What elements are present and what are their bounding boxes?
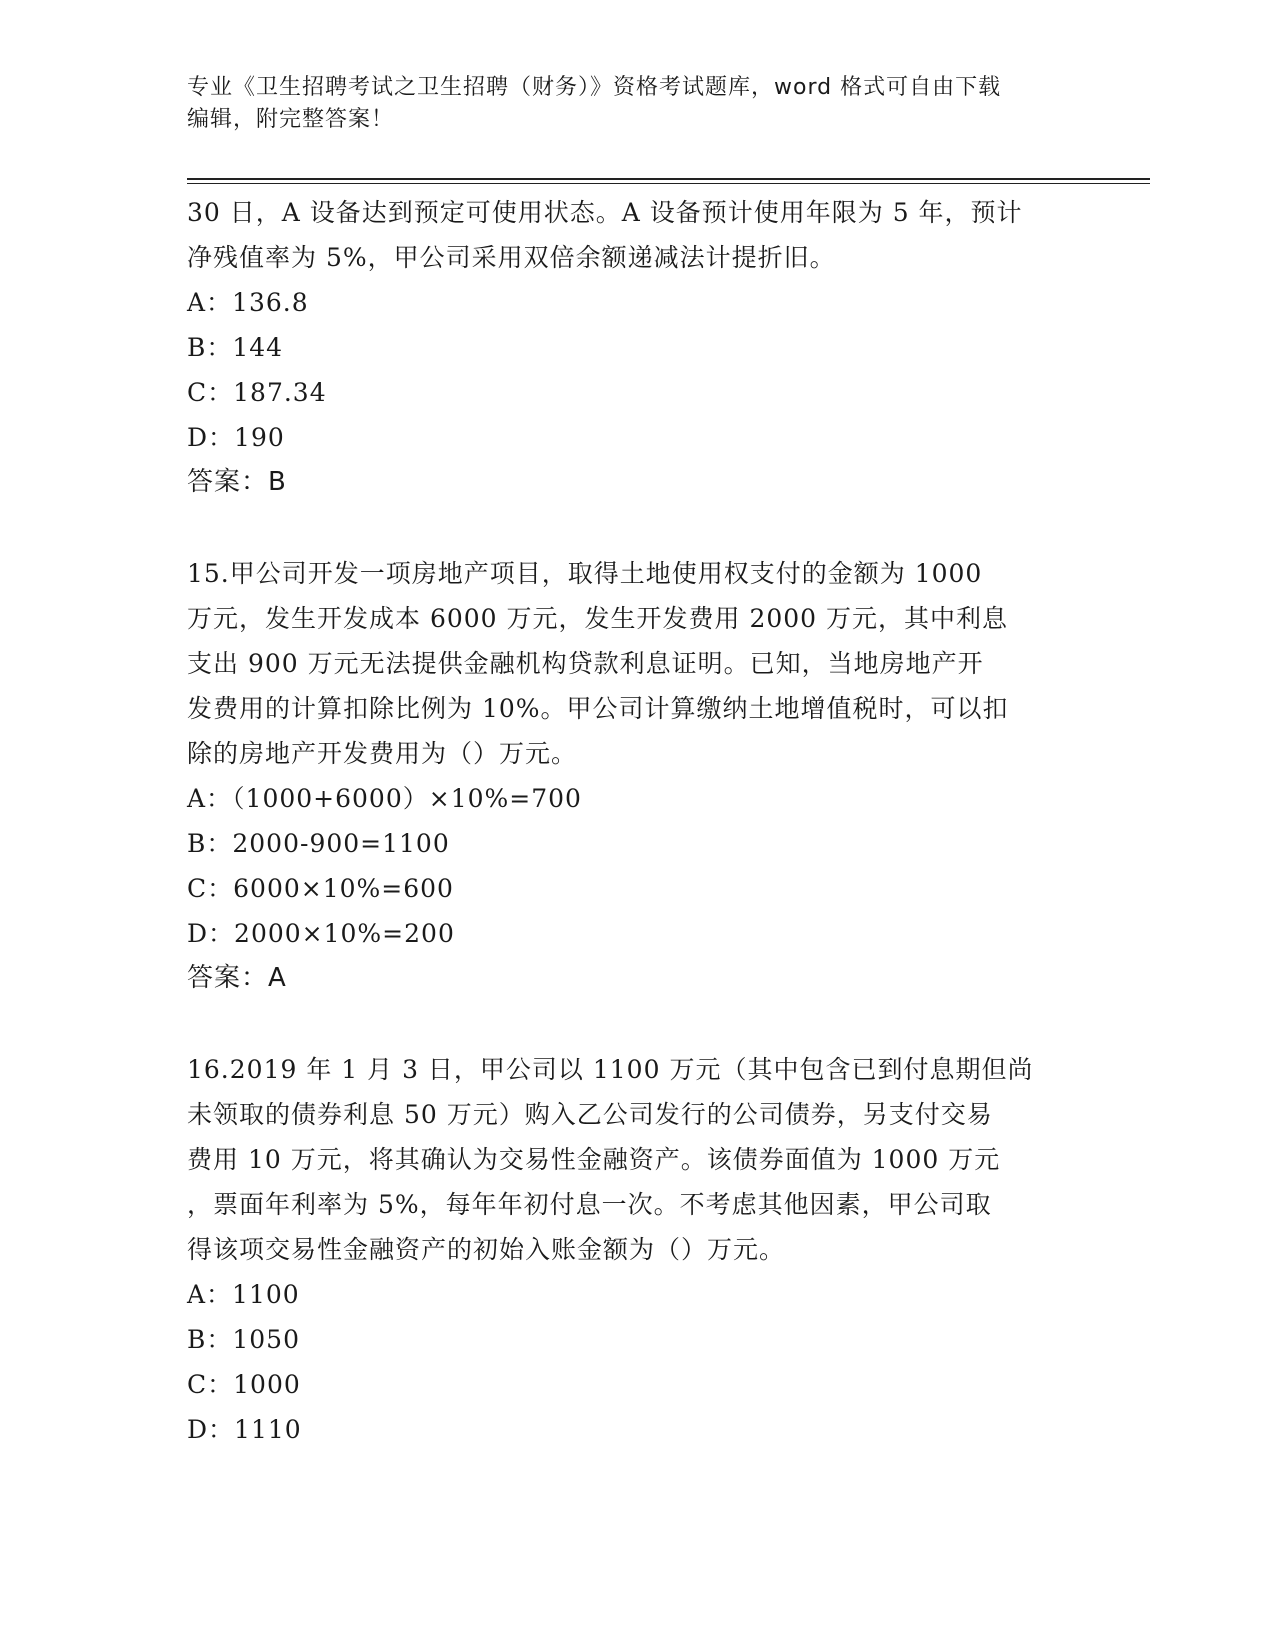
- answer-line: 答案：B: [187, 467, 287, 497]
- question-text-line: 30 日，A 设备达到预定可使用状态。A 设备预计使用年限为 5 年，预计: [187, 198, 1023, 227]
- question-text-line: 除的房地产开发费用为（）万元。: [187, 739, 578, 768]
- option-d: D：1110: [187, 1415, 302, 1444]
- question-text-line: 费用 10 万元，将其确认为交易性金融资产。该债券面值为 1000 万元: [187, 1145, 1001, 1174]
- answer-line: 答案：A: [187, 963, 287, 993]
- option-c: C：187.34: [187, 378, 327, 407]
- question-text-line: 发费用的计算扣除比例为 10%。甲公司计算缴纳土地增值税时，可以扣: [187, 694, 1009, 723]
- header-line-1: 专业《卫生招聘考试之卫生招聘（财务）》资格考试题库，word 格式可自由下载: [187, 75, 1002, 100]
- question-block: [187, 551, 1087, 1001]
- header-line-2: 编辑，附完整答案！: [187, 107, 395, 132]
- option-d: D：2000×10%=200: [187, 919, 455, 948]
- option-d: D：190: [187, 423, 285, 452]
- option-b: B：1050: [187, 1325, 300, 1354]
- option-b: B：144: [187, 333, 284, 362]
- option-b: B：2000-900=1100: [187, 829, 450, 858]
- header-rule-thin: [187, 183, 1150, 184]
- header-rule-thick: [187, 178, 1150, 180]
- question-text-line: 净残值率为 5%，甲公司采用双倍余额递减法计提折旧。: [187, 243, 836, 272]
- question-block: [187, 190, 1087, 505]
- option-c: C：1000: [187, 1370, 301, 1399]
- option-a: A：1100: [187, 1280, 300, 1309]
- option-c: C：6000×10%=600: [187, 874, 454, 903]
- question-list: [187, 190, 1087, 1452]
- question-text-line: 16.2019 年 1 月 3 日，甲公司以 1100 万元（其中包含已到付息期但尚: [187, 1055, 1034, 1084]
- option-a: A：136.8: [187, 288, 309, 317]
- question-block: [187, 1047, 1087, 1452]
- document-header: [187, 72, 1067, 136]
- question-text-line: ，票面年利率为 5%，每年年初付息一次。不考虑其他因素，甲公司取: [187, 1190, 992, 1219]
- question-text-line: 支出 900 万元无法提供金融机构贷款利息证明。已知，当地房地产开: [187, 649, 984, 678]
- question-text-line: 万元，发生开发成本 6000 万元，发生开发费用 2000 万元，其中利息: [187, 604, 1009, 633]
- question-text-line: 得该项交易性金融资产的初始入账金额为（）万元。: [187, 1235, 786, 1264]
- question-text-line: 15.甲公司开发一项房地产项目，取得土地使用权支付的金额为 1000: [187, 559, 983, 588]
- option-a: A：（1000+6000）×10%=700: [187, 784, 582, 813]
- question-text-line: 未领取的债券利息 50 万元）购入乙公司发行的公司债券，另支付交易: [187, 1100, 993, 1129]
